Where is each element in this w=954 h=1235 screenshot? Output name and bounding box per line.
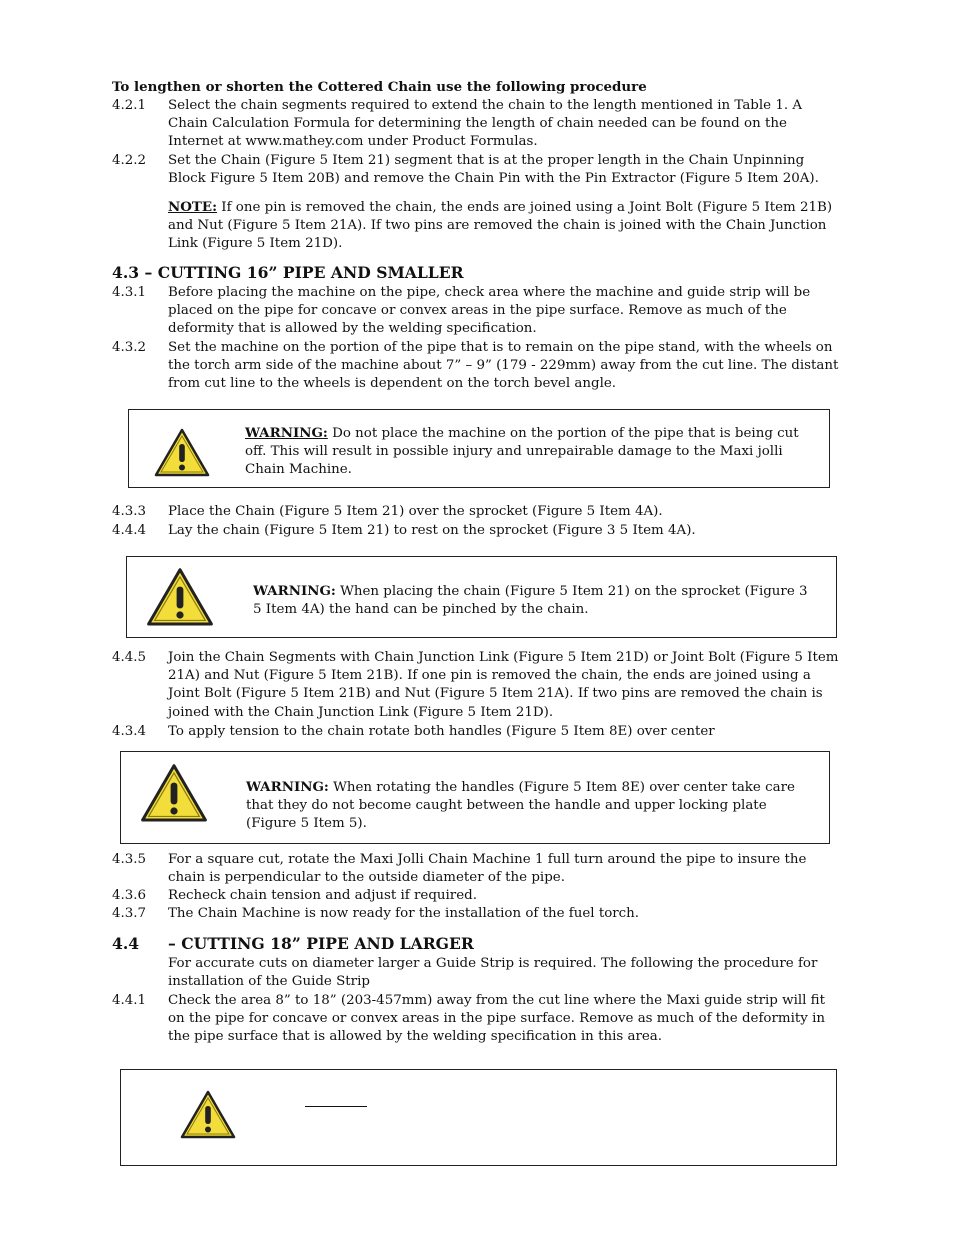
step-number: 4.4.5 [112, 650, 147, 665]
warning-triangle-icon [145, 566, 215, 629]
step-number: 4.3.7 [112, 906, 147, 921]
step-item [112, 851, 842, 887]
step-text: Join the Chain Segments with Chain Junction Link (Figure 5 Item 21D) or Joint Bolt (Figure 5 Item 21A) and Nut (Figure 5 Item 21B). If one pin is removed the chain, the ends are joined using a Joint Bolt (Figure 5 Item 21B) and Nut (Figure 5 Item 21A). If two pins are removed the chain is joined with the Chain Junction Link (Figure 5 Item 21D). [168, 650, 839, 720]
section-intro: For accurate cuts on diameter larger a Guide Strip is required. The following the procedure for installation of the Guide Strip [168, 956, 818, 990]
step-item [112, 503, 842, 521]
warning-box [126, 556, 837, 638]
step-text: Recheck chain tension and adjust if required. [168, 888, 477, 903]
step-item [112, 992, 842, 1047]
warning-text [253, 582, 813, 619]
warning-message: When rotating the handles (Figure 5 Item 8E) over center take care that they do not become caught between the handle and upper locking plate (Figure 5 Item 5). [246, 780, 795, 832]
warning-triangle-icon [139, 762, 209, 825]
step-text: The Chain Machine is now ready for the installation of the fuel torch. [168, 906, 640, 921]
step-item [112, 649, 842, 722]
step-number: 4.2.2 [112, 153, 147, 168]
step-item [112, 723, 842, 741]
step-text: Place the Chain (Figure 5 Item 21) over the sprocket (Figure 5 Item 4A). [168, 504, 663, 519]
warning-message: Do not place the machine on the portion of the pipe that is being cut off. This will result in possible injury and unrepairable damage to the Maxi jolli Chain Machine. [245, 426, 799, 478]
warning-box [120, 1069, 837, 1166]
step-text: Check the area 8” to 18” (203-457mm) away from the cut line where the Maxi guide strip will fit on the pipe for concave or convex areas in the pipe surface. Remove as much of the deformity in the pipe surface that is allowed by the welding specification in this area. [168, 993, 825, 1045]
warning-text [245, 424, 813, 480]
step-item [112, 152, 842, 188]
step-text: Before placing the machine on the pipe, check area where the machine and guide strip will be placed on the pipe for concave or convex areas in the pipe surface. Remove as much of the deformity that is allowed by the welding specification. [168, 285, 811, 337]
note-text: If one pin is removed the chain, the ends are joined using a Joint Bolt (Figure 5 Item 21B) and Nut (Figure 5 Item 21A). If two pins are removed the chain is joined with the Chain Junction Link (Figure 5 Item 21D). [168, 200, 833, 252]
section-number: 4.4 [112, 934, 140, 953]
empty-underline [305, 1106, 367, 1107]
step-number: 4.3.3 [112, 504, 147, 519]
warning-box [128, 409, 830, 488]
step-text: Select the chain segments required to extend the chain to the length mentioned in Table 1. A Chain Calculation Formula for determining the length of chain needed can be found on the Internet at www.mathey.com under Product Formulas. [168, 98, 803, 150]
step-item [112, 97, 842, 152]
section-heading-4-4 [112, 934, 474, 954]
warning-box [120, 751, 830, 844]
warning-triangle-icon [179, 1089, 237, 1141]
step-item [112, 905, 842, 923]
step-number: 4.4.1 [112, 993, 147, 1008]
warning-label: WARNING: [246, 779, 329, 795]
step-number: 4.3.5 [112, 852, 147, 867]
step-number: 4.3.4 [112, 724, 147, 739]
lead-heading: To lengthen or shorten the Cottered Chain use the following procedure [112, 79, 647, 95]
step-number: 4.4.4 [112, 523, 147, 538]
section-heading-4-3: 4.3 – CUTTING 16” PIPE AND SMALLER [112, 263, 464, 282]
step-text: Set the machine on the portion of the pipe that is to remain on the pipe stand, with the wheels on the torch arm side of the machine about 7” – 9” (179 - 229mm) away from the cut line. The distant from cut line to the wheels is dependent on the torch bevel angle. [168, 340, 839, 392]
note-paragraph [168, 198, 840, 254]
step-text: Set the Chain (Figure 5 Item 21) segment that is at the proper length in the Chain Unpinning Block Figure 5 Item 20B) and remove the Chain Pin with the Pin Extractor (Figure 5 Item 20A). [168, 153, 819, 187]
step-text: To apply tension to the chain rotate both handles (Figure 5 Item 8E) over center [168, 724, 715, 739]
step-item [112, 887, 842, 905]
section-title: – CUTTING 18” PIPE AND LARGER [168, 934, 474, 953]
step-number: 4.3.6 [112, 888, 147, 903]
step-item [112, 284, 842, 339]
note-label: NOTE: [168, 199, 218, 215]
warning-text [246, 778, 821, 834]
step-number: 4.3.2 [112, 340, 147, 355]
step-item [112, 522, 842, 540]
warning-label: WARNING: [253, 583, 336, 599]
step-item [112, 339, 842, 394]
step-text: For a square cut, rotate the Maxi Jolli Chain Machine 1 full turn around the pipe to insure the chain is perpendicular to the outside diameter of the pipe. [168, 852, 807, 886]
step-text: Lay the chain (Figure 5 Item 21) to rest on the sprocket (Figure 3 5 Item 4A). [168, 523, 696, 538]
warning-label: WARNING: [245, 425, 328, 441]
warning-triangle-icon [153, 427, 211, 479]
warning-message: When placing the chain (Figure 5 Item 21) on the sprocket (Figure 3 5 Item 4A) the hand can be pinched by the chain. [253, 584, 808, 618]
step-number: 4.3.1 [112, 285, 147, 300]
step-number: 4.2.1 [112, 98, 147, 113]
